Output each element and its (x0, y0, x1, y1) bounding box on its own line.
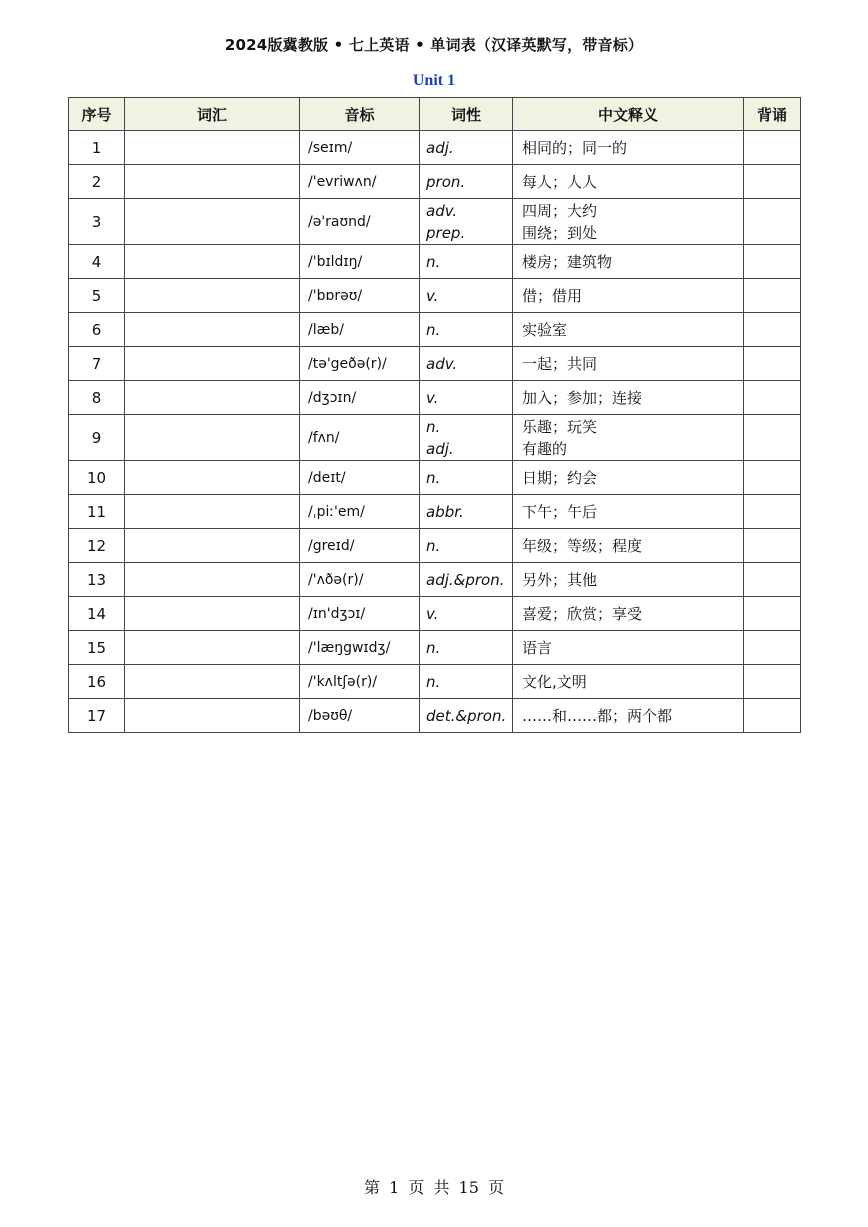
row-number: 2 (69, 165, 125, 199)
part-of-speech-cell (420, 495, 513, 529)
recite-check-cell[interactable] (744, 631, 801, 665)
chinese-meaning-cell (513, 347, 744, 381)
part-of-speech-cell (420, 245, 513, 279)
chinese-meaning: 加入；参加；连接 (522, 388, 643, 407)
recite-check-cell[interactable] (744, 245, 801, 279)
table-row (69, 495, 801, 529)
table-row (69, 279, 801, 313)
recite-check-cell[interactable] (744, 415, 801, 461)
chinese-meaning-cell (513, 415, 744, 461)
row-number: 10 (69, 461, 125, 495)
chinese-meaning: 一起；共同 (522, 354, 598, 373)
word-answer-cell[interactable] (125, 665, 300, 699)
table-row (69, 529, 801, 563)
part-of-speech-cell (420, 699, 513, 733)
part-of-speech-cell (420, 597, 513, 631)
row-number: 5 (69, 279, 125, 313)
part-of-speech: n. (426, 638, 441, 657)
word-answer-cell[interactable] (125, 131, 300, 165)
part-of-speech-cell (420, 631, 513, 665)
part-of-speech-cell (420, 313, 513, 347)
chinese-meaning-cell (513, 245, 744, 279)
chinese-meaning-cell (513, 529, 744, 563)
recite-check-cell[interactable] (744, 347, 801, 381)
chinese-meaning: 楼房；建筑物 (522, 252, 613, 271)
part-of-speech: v. (426, 388, 439, 407)
phonetic-cell: /tə'geðə(r)/ (300, 347, 420, 381)
table-row (69, 597, 801, 631)
part-of-speech: n. (426, 320, 441, 339)
phonetic-cell: /'kʌltʃə(r)/ (300, 665, 420, 699)
table-row (69, 347, 801, 381)
part-of-speech: n. (426, 252, 441, 271)
chinese-meaning: 另外；其他 (522, 570, 598, 589)
part-of-speech: n. (426, 417, 441, 436)
recite-check-cell[interactable] (744, 597, 801, 631)
part-of-speech: adj. (426, 439, 454, 458)
phonetic-cell: /bəʊθ/ (300, 699, 420, 733)
recite-check-cell[interactable] (744, 199, 801, 245)
part-of-speech: adj.&pron. (426, 570, 505, 589)
chinese-meaning: 文化,文明 (522, 672, 587, 691)
table-row (69, 461, 801, 495)
table-body (69, 131, 801, 733)
word-answer-cell[interactable] (125, 597, 300, 631)
word-answer-cell[interactable] (125, 165, 300, 199)
part-of-speech-cell (420, 165, 513, 199)
chinese-meaning-cell (513, 131, 744, 165)
chinese-meaning-cell (513, 699, 744, 733)
chinese-meaning-cell (513, 165, 744, 199)
table-row (69, 245, 801, 279)
table-row (69, 165, 801, 199)
part-of-speech: n. (426, 672, 441, 691)
unit-title: Unit 1 (412, 72, 456, 89)
row-number: 13 (69, 563, 125, 597)
part-of-speech: abbr. (426, 502, 464, 521)
phonetic-cell: /'bɪldɪŋ/ (300, 245, 420, 279)
page-footer: 第 1 页 共 15 页 (364, 1178, 504, 1197)
chinese-meaning-cell (513, 279, 744, 313)
row-number: 11 (69, 495, 125, 529)
row-number: 14 (69, 597, 125, 631)
phonetic-cell: /ˌpiː'em/ (300, 495, 420, 529)
chinese-meaning-cell (513, 313, 744, 347)
row-number: 16 (69, 665, 125, 699)
part-of-speech: det.&pron. (426, 706, 507, 725)
chinese-meaning-cell (513, 199, 744, 245)
row-number: 7 (69, 347, 125, 381)
part-of-speech: pron. (426, 172, 466, 191)
column-header-word: 词汇 (125, 98, 300, 131)
word-answer-cell[interactable] (125, 279, 300, 313)
phonetic-cell: /fʌn/ (300, 415, 420, 461)
part-of-speech-cell (420, 415, 513, 461)
phonetic-cell: /'ʌðə(r)/ (300, 563, 420, 597)
column-header-part-of-speech: 词性 (420, 98, 513, 131)
word-answer-cell[interactable] (125, 381, 300, 415)
row-number: 9 (69, 415, 125, 461)
row-number: 15 (69, 631, 125, 665)
part-of-speech-cell (420, 381, 513, 415)
recite-check-cell[interactable] (744, 699, 801, 733)
chinese-meaning: 有趣的 (522, 439, 568, 458)
part-of-speech-cell (420, 131, 513, 165)
phonetic-cell: /ə'raʊnd/ (300, 199, 420, 245)
part-of-speech: adv. (426, 201, 458, 220)
chinese-meaning: 日期；约会 (522, 468, 598, 487)
recite-check-cell[interactable] (744, 495, 801, 529)
phonetic-cell: /'læŋgwɪdʒ/ (300, 631, 420, 665)
chinese-meaning-cell (513, 563, 744, 597)
chinese-meaning-cell (513, 495, 744, 529)
word-answer-cell[interactable] (125, 529, 300, 563)
table-row (69, 381, 801, 415)
row-number: 6 (69, 313, 125, 347)
recite-check-cell[interactable] (744, 563, 801, 597)
phonetic-cell: /greɪd/ (300, 529, 420, 563)
word-answer-cell[interactable] (125, 415, 300, 461)
part-of-speech: v. (426, 286, 439, 305)
table-row (69, 631, 801, 665)
chinese-meaning: 实验室 (522, 320, 568, 339)
word-answer-cell[interactable] (125, 245, 300, 279)
recite-check-cell[interactable] (744, 279, 801, 313)
phonetic-cell: /'evriwʌn/ (300, 165, 420, 199)
part-of-speech: n. (426, 468, 441, 487)
row-number: 3 (69, 199, 125, 245)
phonetic-cell: /dʒɔɪn/ (300, 381, 420, 415)
recite-check-cell[interactable] (744, 313, 801, 347)
word-answer-cell[interactable] (125, 347, 300, 381)
table-header-row (69, 98, 801, 131)
chinese-meaning-cell (513, 461, 744, 495)
row-number: 8 (69, 381, 125, 415)
chinese-meaning: 借；借用 (522, 286, 583, 305)
table-row (69, 199, 801, 245)
chinese-meaning: 下午；午后 (522, 502, 598, 521)
part-of-speech: v. (426, 604, 439, 623)
table-row (69, 665, 801, 699)
chinese-meaning: 年级；等级；程度 (522, 536, 643, 555)
part-of-speech: adj. (426, 138, 454, 157)
column-header-chinese-meaning: 中文释义 (513, 98, 744, 131)
table-row (69, 563, 801, 597)
phonetic-cell: /seɪm/ (300, 131, 420, 165)
word-answer-cell[interactable] (125, 631, 300, 665)
part-of-speech-cell (420, 279, 513, 313)
word-answer-cell[interactable] (125, 313, 300, 347)
part-of-speech-cell (420, 199, 513, 245)
table-row (69, 415, 801, 461)
row-number: 1 (69, 131, 125, 165)
recite-check-cell[interactable] (744, 131, 801, 165)
chinese-meaning: 乐趣；玩笑 (522, 417, 598, 436)
word-answer-cell[interactable] (125, 495, 300, 529)
word-answer-cell[interactable] (125, 699, 300, 733)
phonetic-cell: /deɪt/ (300, 461, 420, 495)
word-answer-cell[interactable] (125, 563, 300, 597)
recite-check-cell[interactable] (744, 461, 801, 495)
chinese-meaning: 四周；大约 (522, 201, 598, 220)
word-answer-cell[interactable] (125, 199, 300, 245)
chinese-meaning: ……和……都；两个都 (522, 706, 673, 725)
word-answer-cell[interactable] (125, 461, 300, 495)
document-title: 2024版冀教版 • 七上英语 • 单词表（汉译英默写，带音标） (224, 36, 644, 54)
chinese-meaning-cell (513, 381, 744, 415)
phonetic-cell: /læb/ (300, 313, 420, 347)
chinese-meaning-cell (513, 665, 744, 699)
chinese-meaning: 相同的；同一的 (522, 138, 628, 157)
part-of-speech-cell (420, 461, 513, 495)
chinese-meaning: 每人；人人 (522, 172, 598, 191)
chinese-meaning-cell (513, 597, 744, 631)
table-row (69, 699, 801, 733)
recite-check-cell[interactable] (744, 165, 801, 199)
part-of-speech-cell (420, 563, 513, 597)
chinese-meaning: 语言 (522, 638, 553, 657)
table-row (69, 131, 801, 165)
phonetic-cell: /'bɒrəʊ/ (300, 279, 420, 313)
part-of-speech-cell (420, 529, 513, 563)
row-number: 4 (69, 245, 125, 279)
table-row (69, 313, 801, 347)
phonetic-cell: /ɪn'dʒɔɪ/ (300, 597, 420, 631)
part-of-speech: n. (426, 536, 441, 555)
vocabulary-table (68, 97, 801, 733)
part-of-speech: adv. (426, 354, 458, 373)
part-of-speech-cell (420, 347, 513, 381)
column-header-phonetic: 音标 (300, 98, 420, 131)
part-of-speech: prep. (426, 223, 466, 242)
part-of-speech-cell (420, 665, 513, 699)
column-header-recite: 背诵 (744, 98, 801, 131)
row-number: 17 (69, 699, 125, 733)
row-number: 12 (69, 529, 125, 563)
chinese-meaning-cell (513, 631, 744, 665)
chinese-meaning: 围绕；到处 (522, 223, 598, 242)
chinese-meaning: 喜爱；欣赏；享受 (522, 604, 643, 623)
column-header-number: 序号 (69, 98, 125, 131)
recite-check-cell[interactable] (744, 665, 801, 699)
recite-check-cell[interactable] (744, 529, 801, 563)
recite-check-cell[interactable] (744, 381, 801, 415)
